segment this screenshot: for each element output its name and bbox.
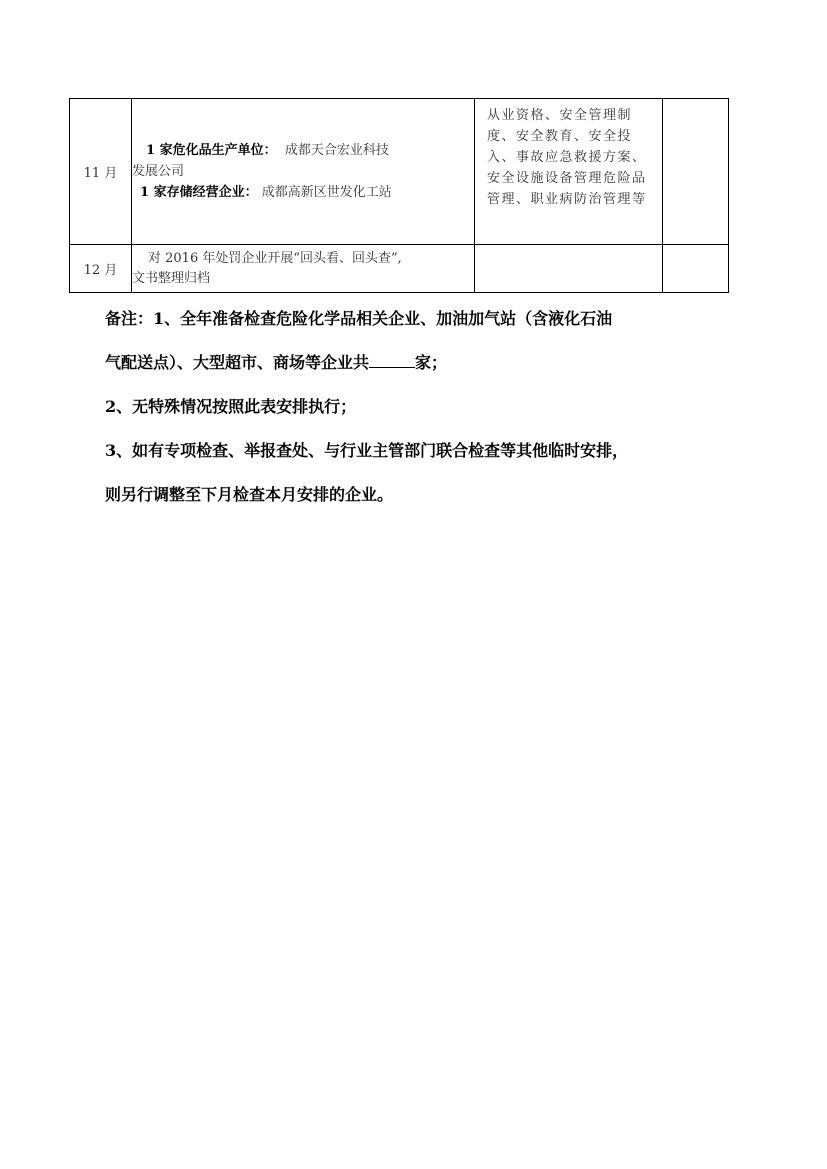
inspection-plan-table: [69, 98, 729, 293]
table-row: [70, 245, 729, 293]
month-cell: 12 月: [70, 245, 132, 293]
table-row: [70, 99, 729, 245]
count-blank: [369, 349, 415, 368]
note-2: 2、无特殊情况按照此表安排执行；: [105, 397, 357, 416]
work-line: 文书整理归档: [132, 270, 211, 286]
unit-label: 1 家存储经营企业：: [140, 185, 258, 200]
note-1-line-a: 备注：1、全年准备检查危险化学品相关企业、加油加气站（含液化石油: [105, 309, 613, 328]
note-3-line-b: 则另行调整至下月检查本月安排的企业。: [105, 485, 394, 504]
target-units-cell: [132, 99, 475, 245]
remark-cell: [663, 99, 729, 245]
unit-name: 成都高新区世发化工站: [261, 185, 392, 200]
note-3-line-a: 3、如有专项检查、举报查处、与行业主管部门联合检查等其他临时安排，: [105, 441, 629, 460]
notes-section: [105, 306, 730, 508]
remark-cell: [663, 245, 729, 293]
month-cell: 11 月: [70, 99, 132, 245]
work-line: 对 2016 年处罚企业开展“回头看、回头查”,: [148, 250, 402, 266]
inspection-items-cell: 从业资格、安全管理制度、安全教育、安全投入、事故应急救援方案、安全设施设备管理危险品管理、职业病防治管理等: [475, 99, 663, 245]
work-cell: [132, 245, 475, 293]
note-1-line-b: 气配送点）、大型超市、商场等企业共 家；: [105, 349, 730, 376]
unit-name: 成都天合宏业科技: [284, 143, 389, 158]
inspection-items-cell: [475, 245, 663, 293]
unit-label: 1 家危化品生产单位：: [146, 143, 277, 158]
unit-name-cont: 发展公司: [132, 164, 185, 179]
